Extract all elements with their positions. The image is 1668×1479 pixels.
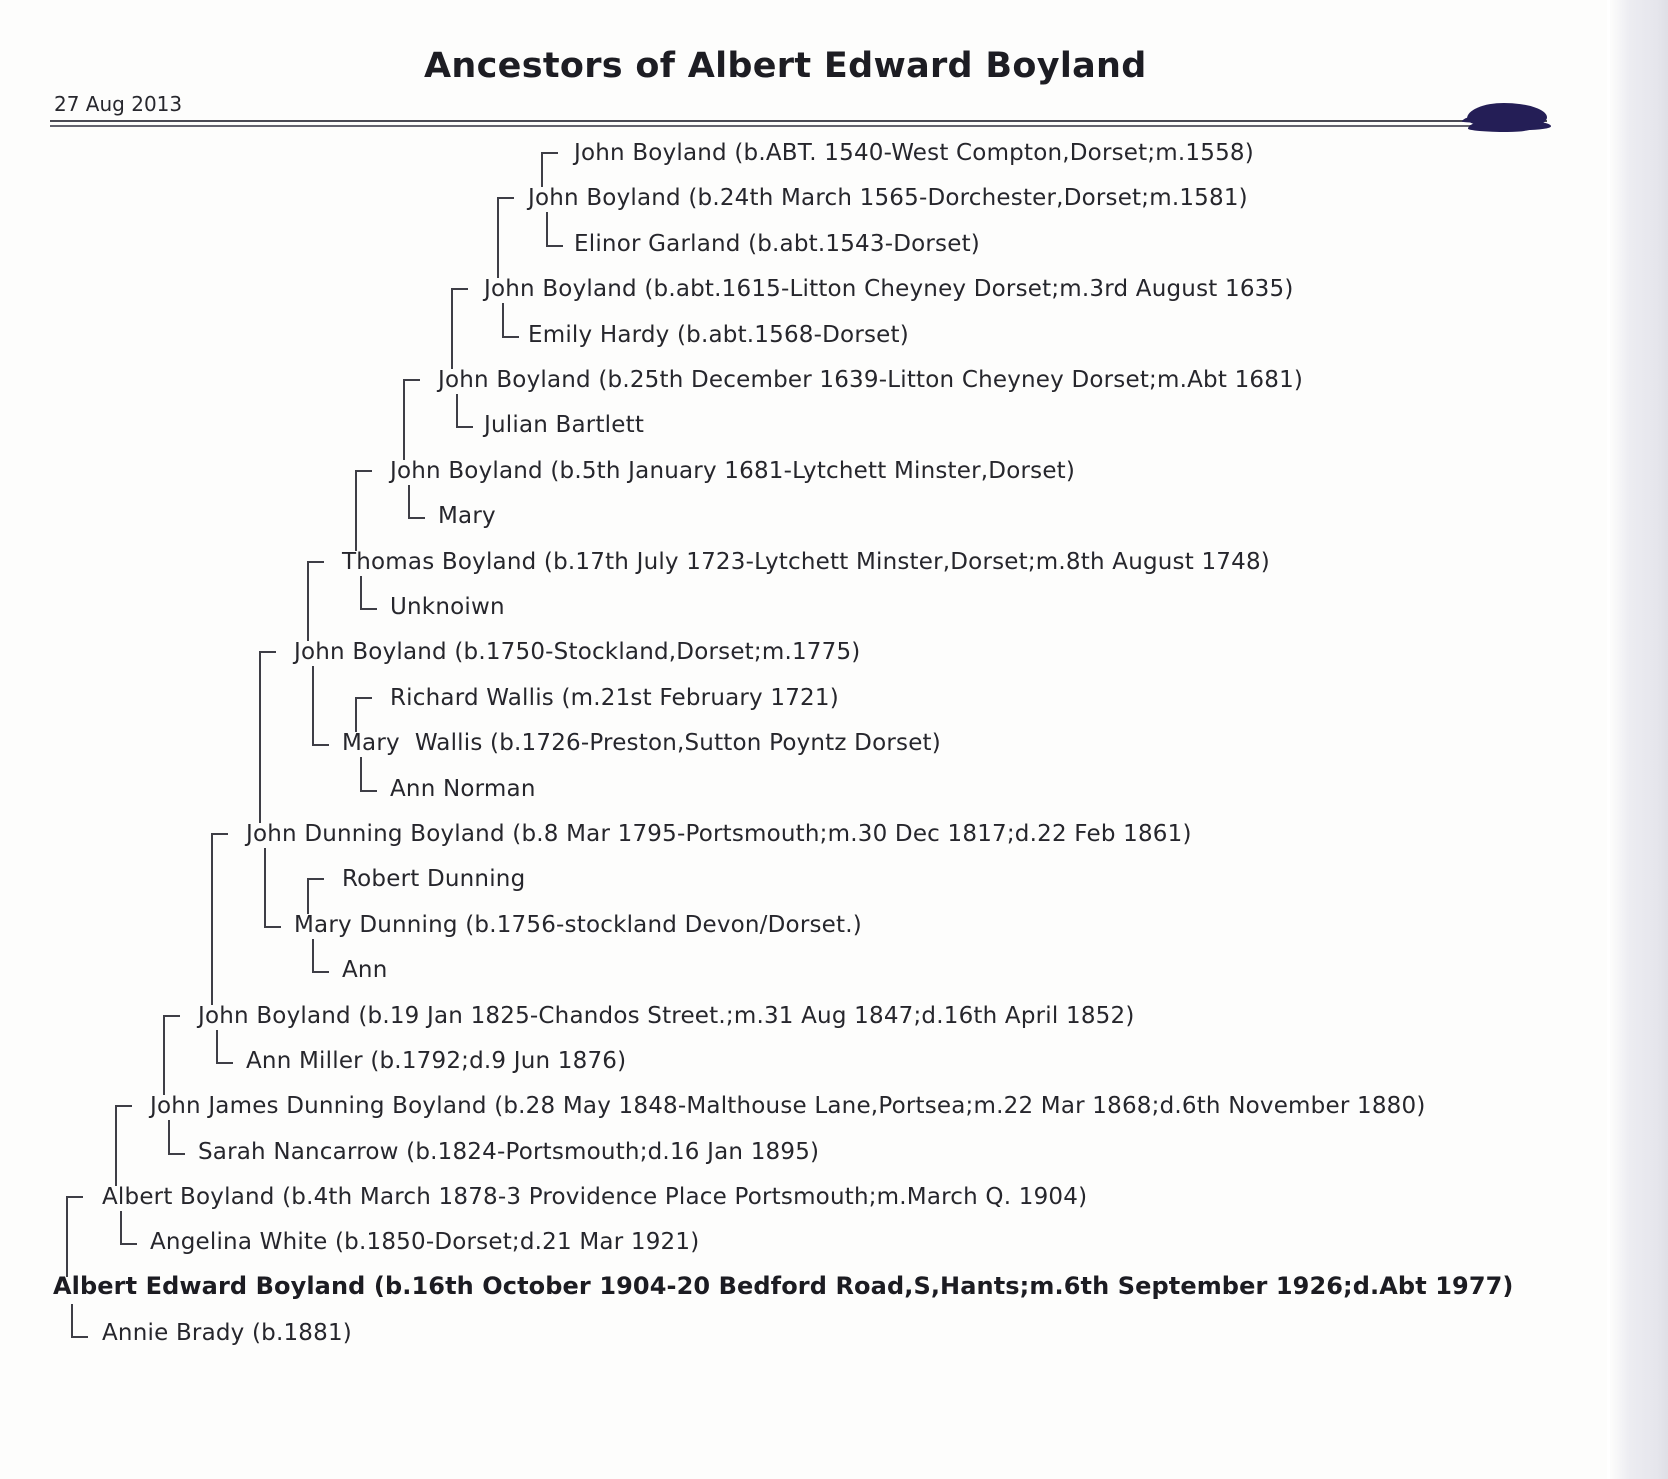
bracket-mother-ann-miller	[216, 1030, 233, 1064]
person-emily-hardy: Emily Hardy (b.abt.1568-Dorset)	[528, 322, 909, 348]
bracket-father-john-boyland-b1639	[403, 379, 420, 460]
scan-edge-shadow	[1607, 0, 1668, 1479]
bracket-father-john-boyland-b1615	[451, 288, 468, 369]
ink-blot	[1467, 103, 1547, 129]
bracket-father-robert-dunning	[307, 878, 324, 914]
bracket-mother-ann-norman	[360, 757, 377, 792]
person-john-james-dunning-boyland: John James Dunning Boyland (b.28 May 1848-Malthouse Lane,Portsea;m.22 Mar 1868;d.6th November 1880)	[150, 1093, 1426, 1119]
bracket-mother-angelina-white	[120, 1211, 137, 1245]
bracket-father-richard-wallis	[355, 697, 372, 732]
bracket-mother-emily-hardy	[502, 303, 519, 338]
bracket-mother-mary	[408, 485, 425, 519]
bracket-father-john-boyland-b1540	[541, 152, 558, 187]
person-albert-edward-boyland: Albert Edward Boyland (b.16th October 1904-20 Bedford Road,S,Hants;m.6th September 1926;d.Abt 1977)	[53, 1272, 1514, 1300]
person-angelina-white: Angelina White (b.1850-Dorset;d.21 Mar 1921)	[150, 1229, 700, 1255]
person-john-boyland-b1540: John Boyland (b.ABT. 1540-West Compton,Dorset;m.1558)	[574, 140, 1254, 166]
person-mary-wallis: Mary Wallis (b.1726-Preston,Sutton Poyntz Dorset)	[342, 730, 941, 756]
person-john-boyland-b1615: John Boyland (b.abt.1615-Litton Cheyney Dorset;m.3rd August 1635)	[484, 276, 1294, 302]
person-mary-dunning: Mary Dunning (b.1756-stockland Devon/Dorset.)	[294, 912, 862, 938]
bracket-mother-sarah-nancarrow	[168, 1120, 185, 1155]
person-julian-bartlett: Julian Bartlett	[484, 412, 645, 438]
person-john-boyland-b1565: John Boyland (b.24th March 1565-Dorchester,Dorset;m.1581)	[528, 185, 1248, 211]
bracket-mother-elinor-garland	[546, 212, 563, 247]
person-john-dunning-boyland: John Dunning Boyland (b.8 Mar 1795-Portsmouth;m.30 Dec 1817;d.22 Feb 1861)	[246, 821, 1192, 847]
person-mary: Mary	[438, 503, 496, 529]
person-john-boyland-b1639: John Boyland (b.25th December 1639-Litton Cheyney Dorset;m.Abt 1681)	[438, 367, 1304, 393]
bracket-mother-annie-brady	[71, 1304, 88, 1338]
header-rule-top	[50, 120, 1547, 122]
bracket-mother-mary-wallis	[312, 666, 329, 746]
bracket-father-john-dunning-boyland	[211, 833, 228, 1005]
bracket-father-john-boyland-b1565	[497, 197, 514, 278]
person-richard-wallis: Richard Wallis (m.21st February 1721)	[390, 685, 839, 711]
person-john-boyland-b1750: John Boyland (b.1750-Stockland,Dorset;m.1775)	[294, 639, 861, 665]
person-ann: Ann	[342, 957, 388, 983]
person-john-boyland-b1681: John Boyland (b.5th January 1681-Lytchett Minster,Dorset)	[390, 458, 1076, 484]
person-unknoiwn: Unknoiwn	[390, 594, 505, 620]
bracket-mother-unknoiwn	[360, 576, 377, 610]
bracket-father-john-boyland-b1750	[259, 651, 276, 823]
header-rule-bottom	[50, 125, 1547, 127]
report-date: 27 Aug 2013	[54, 92, 183, 116]
person-john-boyland-b1825: John Boyland (b.19 Jan 1825-Chandos Street.;m.31 Aug 1847;d.16th April 1852)	[198, 1003, 1135, 1029]
person-sarah-nancarrow: Sarah Nancarrow (b.1824-Portsmouth;d.16 Jan 1895)	[198, 1139, 820, 1165]
person-annie-brady: Annie Brady (b.1881)	[102, 1320, 352, 1346]
bracket-father-john-boyland-b1825	[163, 1015, 180, 1095]
bracket-mother-mary-dunning	[264, 848, 281, 928]
person-robert-dunning: Robert Dunning	[342, 866, 526, 892]
page-title: Ancestors of Albert Edward Boyland	[424, 46, 1147, 86]
person-ann-miller: Ann Miller (b.1792;d.9 Jun 1876)	[246, 1048, 627, 1074]
bracket-father-john-boyland-b1681	[355, 470, 372, 551]
person-ann-norman: Ann Norman	[390, 776, 536, 802]
bracket-father-thomas-boyland	[307, 561, 324, 641]
person-elinor-garland: Elinor Garland (b.abt.1543-Dorset)	[574, 231, 980, 257]
bracket-father-john-james-dunning-boyland	[115, 1105, 132, 1186]
bracket-mother-ann	[312, 939, 329, 973]
person-thomas-boyland: Thomas Boyland (b.17th July 1723-Lytchett Minster,Dorset;m.8th August 1748)	[342, 549, 1270, 575]
bracket-father-albert-boyland	[66, 1196, 83, 1277]
bracket-mother-julian-bartlett	[456, 394, 473, 428]
person-albert-boyland: Albert Boyland (b.4th March 1878-3 Providence Place Portsmouth;m.March Q. 1904)	[102, 1184, 1088, 1210]
